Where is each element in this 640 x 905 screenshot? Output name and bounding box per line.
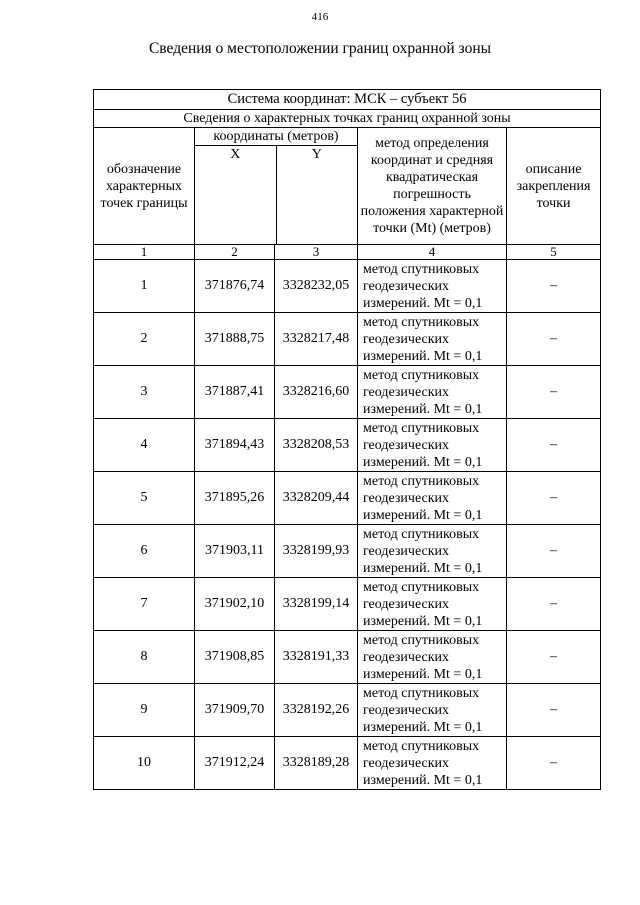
table-row (94, 260, 601, 313)
page-number: 416 (311, 11, 329, 23)
coord-y: 3328191,33 (275, 631, 358, 684)
header-method: метод определения координат и средняя квадратическая погрешность положения характерной точки (Mt) (метров) (358, 128, 507, 245)
coord-x: 371909,70 (195, 684, 275, 737)
coord-y: 3328208,53 (275, 419, 358, 472)
method-text: метод спутниковых геодезических измерений. Mt = 0,1 (358, 260, 507, 313)
method-text: метод спутниковых геодезических измерений. Mt = 0,1 (358, 684, 507, 737)
method-text: метод спутниковых геодезических измерений. Mt = 0,1 (358, 366, 507, 419)
table-row (94, 419, 601, 472)
coord-x: 371912,24 (195, 737, 275, 790)
column-number: 4 (358, 245, 507, 260)
page-title: Сведения о местоположении границ охранной зоны (148, 40, 492, 57)
coord-x: 371876,74 (195, 260, 275, 313)
coord-y: 3328199,93 (275, 525, 358, 578)
method-text: метод спутниковых геодезических измерений. Mt = 0,1 (358, 472, 507, 525)
table-row (94, 472, 601, 525)
coord-y: 3328192,26 (275, 684, 358, 737)
point-description: – (507, 578, 601, 631)
coord-x: 371902,10 (195, 578, 275, 631)
coord-y: 3328189,28 (275, 737, 358, 790)
method-text: метод спутниковых геодезических измерений. Mt = 0,1 (358, 631, 507, 684)
point-description: – (507, 366, 601, 419)
table-row (94, 366, 601, 419)
point-description: – (507, 737, 601, 790)
boundary-points-table (93, 89, 601, 790)
column-number: 5 (507, 245, 601, 260)
point-number: 2 (94, 313, 195, 366)
table-subtitle: Сведения о характерных точках границ охранной зоны (94, 110, 601, 128)
point-description: – (507, 313, 601, 366)
coord-system-caption: Система координат: МСК – субъект 56 (94, 90, 601, 110)
coord-y: 3328232,05 (275, 260, 358, 313)
coord-y: 3328216,60 (275, 366, 358, 419)
table-row (94, 737, 601, 790)
column-number-row (94, 245, 601, 260)
header-x: X (195, 146, 277, 244)
table-row (94, 313, 601, 366)
header-coordinates-label: координаты (метров) (195, 128, 357, 146)
coord-x: 371895,26 (195, 472, 275, 525)
point-number: 7 (94, 578, 195, 631)
coord-x: 371908,85 (195, 631, 275, 684)
point-description: – (507, 684, 601, 737)
coord-x: 371894,43 (195, 419, 275, 472)
column-number: 1 (94, 245, 195, 260)
header-point-label: обозначение характерных точек границы (94, 128, 195, 245)
point-number: 10 (94, 737, 195, 790)
point-description: – (507, 419, 601, 472)
table-row (94, 631, 601, 684)
point-description: – (507, 260, 601, 313)
point-number: 3 (94, 366, 195, 419)
table-row (94, 684, 601, 737)
point-number: 8 (94, 631, 195, 684)
header-y: Y (311, 147, 322, 162)
point-number: 9 (94, 684, 195, 737)
point-description: – (507, 631, 601, 684)
point-number: 5 (94, 472, 195, 525)
method-text: метод спутниковых геодезических измерений. Mt = 0,1 (358, 578, 507, 631)
header-description: описание закрепления точки (507, 128, 601, 245)
coord-x: 371888,75 (195, 313, 275, 366)
coord-y: 3328209,44 (275, 472, 358, 525)
coord-y: 3328199,14 (275, 578, 358, 631)
header-coordinates (195, 128, 358, 245)
point-description: – (507, 472, 601, 525)
coord-x: 371887,41 (195, 366, 275, 419)
table-row (94, 578, 601, 631)
coord-y: 3328217,48 (275, 313, 358, 366)
method-text: метод спутниковых геодезических измерений. Mt = 0,1 (358, 313, 507, 366)
point-number: 4 (94, 419, 195, 472)
column-number: 2 (195, 245, 275, 260)
method-text: метод спутниковых геодезических измерений. Mt = 0,1 (358, 419, 507, 472)
point-number: 1 (94, 260, 195, 313)
point-number: 6 (94, 525, 195, 578)
method-text: метод спутниковых геодезических измерений. Mt = 0,1 (358, 737, 507, 790)
method-text: метод спутниковых геодезических измерений. Mt = 0,1 (358, 525, 507, 578)
point-description: – (507, 525, 601, 578)
column-number: 3 (275, 245, 358, 260)
table-row (94, 525, 601, 578)
coord-x: 371903,11 (195, 525, 275, 578)
